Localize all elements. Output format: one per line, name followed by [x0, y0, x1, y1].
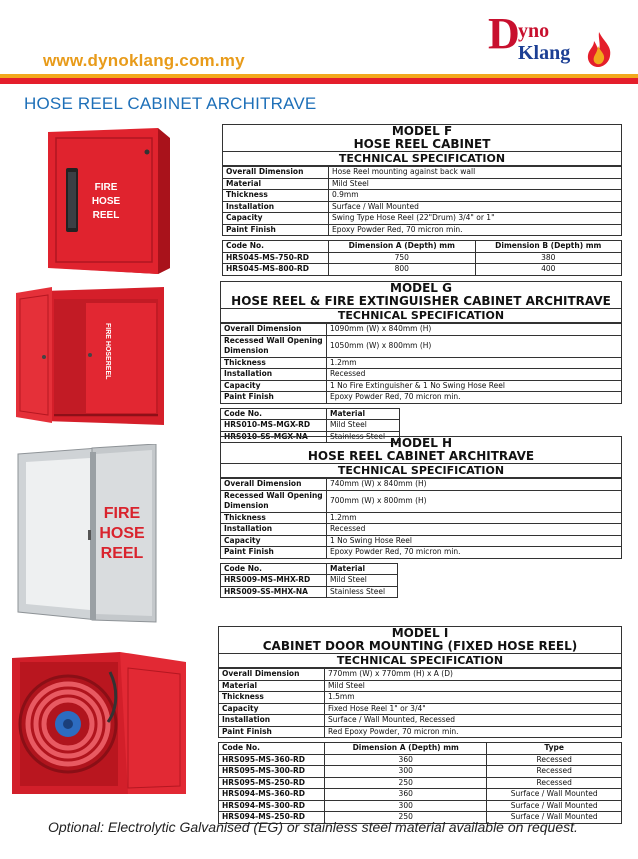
table-row — [223, 252, 622, 264]
code-cell: HRS009-MS-MHX-RD — [221, 575, 327, 587]
spec-value: 700mm (W) x 800mm (H) — [327, 490, 622, 512]
value-cell: Surface / Wall Mounted — [487, 789, 622, 801]
spec-key: Paint Finish — [221, 547, 327, 559]
logo-line1: yno — [518, 20, 550, 42]
page-header — [0, 0, 638, 86]
spec-key: Installation — [221, 369, 327, 381]
table-row — [221, 524, 622, 536]
code-cell: HRS094-MS-300-RD — [219, 800, 325, 812]
table-row — [219, 754, 622, 766]
column-header: Material — [327, 563, 398, 575]
table-row — [223, 213, 622, 225]
model-i-spec-heading: TECHNICAL SPECIFICATION — [219, 653, 621, 667]
model-i-spec-table — [218, 668, 622, 738]
value-cell: 800 — [329, 264, 476, 276]
model-f-spec-block — [222, 124, 622, 276]
logo-line2: Klang — [518, 42, 571, 64]
table-row — [221, 380, 622, 392]
model-h-product: HOSE REEL CABINET ARCHITRAVE — [307, 449, 535, 463]
table-row — [223, 190, 622, 202]
spec-key: Material — [223, 178, 329, 190]
spec-key: Capacity — [219, 703, 325, 715]
code-cell: HRS094-MS-250-RD — [219, 812, 325, 824]
spec-value: Recessed — [327, 524, 622, 536]
model-h-reel-text: REEL — [100, 545, 144, 562]
value-cell: 360 — [325, 789, 487, 801]
model-h-hose-text: HOSE — [99, 525, 145, 542]
table-row — [221, 512, 622, 524]
spec-value: 1.2mm — [327, 512, 622, 524]
model-f-reel-text: REEL — [92, 210, 120, 221]
table-row — [221, 357, 622, 369]
table-row — [221, 392, 622, 404]
column-header: Dimension A (Depth) mm — [325, 743, 487, 755]
table-row — [221, 575, 398, 587]
model-h-spec-block — [220, 436, 622, 598]
spec-key: Thickness — [221, 357, 327, 369]
company-logo — [488, 9, 628, 74]
spec-key: Material — [219, 680, 325, 692]
value-cell: 380 — [475, 252, 621, 264]
table-row — [219, 680, 622, 692]
value-cell: 360 — [325, 754, 487, 766]
value-cell: Surface / Wall Mounted — [487, 800, 622, 812]
spec-value: 1 No Swing Hose Reel — [327, 535, 622, 547]
spec-value: Hose Reel mounting against back wall — [329, 167, 622, 179]
table-row — [221, 479, 622, 491]
spec-key: Installation — [223, 201, 329, 213]
spec-value: Epoxy Powder Red, 70 micron min. — [327, 392, 622, 404]
value-cell: Stainless Steel — [327, 431, 400, 443]
table-row — [221, 369, 622, 381]
spec-value: Fixed Hose Reel 1" or 3/4" — [325, 703, 622, 715]
model-i-product: CABINET DOOR MOUNTING (FIXED HOSE REEL) — [262, 639, 578, 653]
column-header: Code No. — [221, 408, 327, 420]
code-cell: HRS095-MS-360-RD — [219, 754, 325, 766]
spec-value: 740mm (W) x 840mm (H) — [327, 479, 622, 491]
website-url[interactable]: www.dynoklang.com.my — [43, 51, 245, 70]
column-header: Code No. — [219, 743, 325, 755]
table-row — [223, 178, 622, 190]
spec-key: Recessed Wall Opening Dimension — [221, 335, 327, 357]
value-cell: Recessed — [487, 777, 622, 789]
value-cell: Surface / Wall Mounted — [487, 812, 622, 824]
value-cell: Recessed — [487, 766, 622, 778]
code-cell: HRS094-MS-360-RD — [219, 789, 325, 801]
model-g-spec-table — [220, 323, 622, 404]
table-row — [221, 586, 398, 598]
table-row — [221, 547, 622, 559]
model-h-fire-text: FIRE — [103, 505, 141, 522]
table-row — [219, 766, 622, 778]
spec-value: Surface / Wall Mounted, Recessed — [325, 715, 622, 727]
column-header: Dimension B (Depth) mm — [475, 241, 621, 253]
model-f-spec-heading: TECHNICAL SPECIFICATION — [223, 151, 621, 165]
spec-value: 0.9mm — [329, 190, 622, 202]
table-header-row — [221, 408, 400, 420]
model-h-name: MODEL H — [389, 436, 453, 450]
value-cell: 750 — [329, 252, 476, 264]
value-cell: Mild Steel — [327, 420, 400, 432]
model-i-title-box — [218, 626, 622, 668]
header-stripe-red — [0, 78, 638, 84]
table-row — [221, 490, 622, 512]
spec-key: Thickness — [221, 512, 327, 524]
value-cell: 250 — [325, 777, 487, 789]
column-header: Code No. — [223, 241, 329, 253]
model-i-code-table — [218, 742, 622, 824]
table-row — [219, 800, 622, 812]
table-row — [223, 264, 622, 276]
spec-value: 770mm (W) x 770mm (H) x A (D) — [325, 669, 622, 681]
spec-value: Mild Steel — [325, 680, 622, 692]
spec-key: Paint Finish — [221, 392, 327, 404]
column-header: Type — [487, 743, 622, 755]
value-cell: Recessed — [487, 754, 622, 766]
table-row — [221, 324, 622, 336]
spec-key: Overall Dimension — [223, 167, 329, 179]
spec-value: 1090mm (W) x 840mm (H) — [327, 324, 622, 336]
page-title: HOSE REEL CABINET ARCHITRAVE — [24, 94, 317, 113]
spec-key: Paint Finish — [219, 726, 325, 738]
table-row — [219, 715, 622, 727]
model-h-spec-table — [220, 478, 622, 559]
model-i-name: MODEL I — [391, 626, 449, 640]
spec-key: Capacity — [223, 213, 329, 225]
spec-value: Mild Steel — [329, 178, 622, 190]
spec-key: Overall Dimension — [219, 669, 325, 681]
table-row — [223, 224, 622, 236]
model-g-name: MODEL G — [390, 281, 452, 295]
model-f-product: HOSE REEL CABINET — [353, 137, 491, 151]
spec-value: Swing Type Hose Reel (22"Drum) 3/4" or 1" — [329, 213, 622, 225]
model-f-cabinet-image — [48, 128, 172, 274]
column-header: Dimension A (Depth) mm — [329, 241, 476, 253]
code-cell: HRS009-SS-MHX-NA — [221, 586, 327, 598]
model-f-spec-table — [222, 166, 622, 236]
table-header-row — [223, 241, 622, 253]
spec-key: Recessed Wall Opening Dimension — [221, 490, 327, 512]
model-g-cabinet-image — [14, 285, 172, 427]
table-row — [219, 669, 622, 681]
spec-value: Epoxy Powder Red, 70 micron min. — [327, 547, 622, 559]
model-i-cabinet-image — [10, 648, 188, 798]
model-h-spec-heading: TECHNICAL SPECIFICATION — [221, 463, 621, 477]
model-i-spec-block — [218, 626, 622, 824]
table-row — [219, 726, 622, 738]
model-f-code-table — [222, 240, 622, 276]
spec-key: Thickness — [223, 190, 329, 202]
spec-key: Thickness — [219, 692, 325, 704]
table-header-row — [221, 563, 398, 575]
table-row — [219, 789, 622, 801]
code-cell: HRS010-MS-MGX-RD — [221, 420, 327, 432]
spec-key: Overall Dimension — [221, 479, 327, 491]
spec-value: 1050mm (W) x 800mm (H) — [327, 335, 622, 357]
column-header: Material — [327, 408, 400, 420]
value-cell: 300 — [325, 766, 487, 778]
spec-value: Surface / Wall Mounted — [329, 201, 622, 213]
table-row — [219, 692, 622, 704]
spec-key: Paint Finish — [223, 224, 329, 236]
value-cell: 300 — [325, 800, 487, 812]
code-cell: HRS095-MS-250-RD — [219, 777, 325, 789]
code-cell: HRS045-MS-800-RD — [223, 264, 329, 276]
table-header-row — [219, 743, 622, 755]
table-row — [223, 167, 622, 179]
footnote: Optional: Electrolytic Galvanised (EG) or stainless steel material available on request. — [48, 819, 578, 835]
logo-letter: D — [488, 9, 520, 58]
code-cell: HRS095-MS-300-RD — [219, 766, 325, 778]
table-row — [221, 535, 622, 547]
spec-key: Overall Dimension — [221, 324, 327, 336]
model-g-product: HOSE REEL & FIRE EXTINGUISHER CABINET ARCHITRAVE — [231, 294, 611, 308]
spec-value: Red Epoxy Powder, 70 micron min. — [325, 726, 622, 738]
table-row — [221, 335, 622, 357]
spec-value: 1 No Fire Extinguisher & 1 No Swing Hose Reel — [327, 380, 622, 392]
value-cell: Stainless Steel — [327, 586, 398, 598]
code-cell: HRS010-SS-MGX-NA — [221, 431, 327, 443]
table-row — [223, 201, 622, 213]
flame-icon — [584, 30, 614, 68]
spec-value: 1.2mm — [327, 357, 622, 369]
spec-value: 1.5mm — [325, 692, 622, 704]
code-cell: HRS045-MS-750-RD — [223, 252, 329, 264]
model-g-spec-block — [220, 281, 622, 443]
model-f-fire-text: FIRE — [94, 182, 118, 193]
spec-key: Installation — [219, 715, 325, 727]
column-header: Code No. — [221, 563, 327, 575]
spec-value: Recessed — [327, 369, 622, 381]
table-row — [221, 420, 400, 432]
model-f-name: MODEL F — [391, 124, 453, 138]
model-h-cabinet-image — [16, 444, 160, 624]
spec-key: Capacity — [221, 380, 327, 392]
spec-value: Epoxy Powder Red, 70 micron min. — [329, 224, 622, 236]
value-cell: 400 — [475, 264, 621, 276]
spec-key: Capacity — [221, 535, 327, 547]
model-h-code-table — [220, 563, 398, 599]
model-f-title-box — [222, 124, 622, 166]
model-f-hose-text: HOSE — [91, 196, 121, 207]
table-row — [219, 703, 622, 715]
table-row — [219, 777, 622, 789]
model-h-title-box — [220, 436, 622, 478]
model-g-spec-heading: TECHNICAL SPECIFICATION — [221, 308, 621, 322]
spec-key: Installation — [221, 524, 327, 536]
model-g-title-box — [220, 281, 622, 323]
model-g-door-text: FIRE HOSEREEL — [104, 323, 111, 380]
value-cell: 250 — [325, 812, 487, 824]
value-cell: Mild Steel — [327, 575, 398, 587]
